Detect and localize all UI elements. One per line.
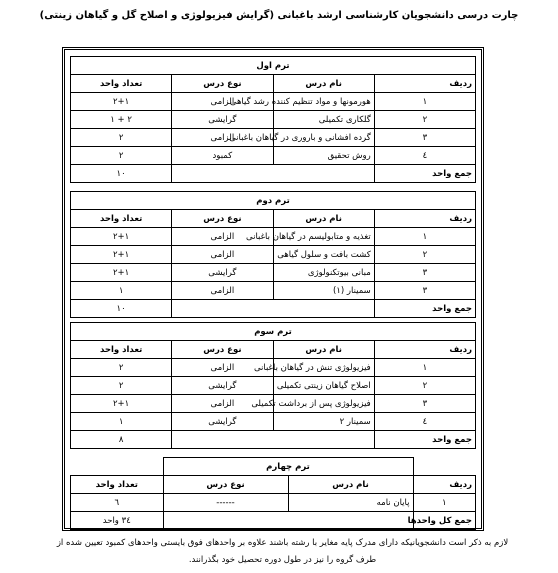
total-value: ۱۰ (71, 300, 172, 318)
table-header-row (71, 210, 476, 228)
row-type: ------ (163, 494, 288, 512)
row-units: ۲+۱ (71, 246, 172, 264)
total-row (71, 512, 476, 530)
row-index: ۳ (374, 395, 475, 413)
table-row (71, 246, 476, 264)
row-units: ۲ + ۱ (71, 111, 172, 129)
total-spacer (172, 300, 375, 318)
table-row (71, 228, 476, 246)
row-index: ۱ (374, 359, 475, 377)
row-units: ۱ (71, 413, 172, 431)
row-index: ۳ (374, 282, 475, 300)
row-index: ۱ (374, 228, 475, 246)
row-index: ۱ (374, 93, 475, 111)
row-type: الزامی (172, 395, 273, 413)
row-index: ۳ (374, 129, 475, 147)
row-index: ۲ (374, 377, 475, 395)
row-units: ٦ (71, 494, 164, 512)
table-header-row (71, 476, 476, 494)
row-index: ۲ (374, 246, 475, 264)
row-name: گلکاری تکمیلی (273, 111, 374, 129)
header-name: نام درس (273, 341, 374, 359)
term-table-3 (70, 322, 476, 449)
row-type: الزامی (172, 228, 273, 246)
term-spacer (413, 458, 476, 476)
total-value: ۳٤ واحد (71, 512, 164, 530)
row-name: کشت بافت و سلول گیاهی (273, 246, 374, 264)
row-name: روش تحقیق (273, 147, 374, 165)
row-type: الزامی (172, 246, 273, 264)
term-table-1 (70, 56, 476, 183)
page-title: چارت درسی دانشجویان کارشناسی ارشد باغبانی (گرایش فیزیولوژی و اصلاح گل و گیاهان زینتی) (39, 10, 519, 21)
row-index: ٤ (374, 147, 475, 165)
table-row (71, 129, 476, 147)
row-units: ۲ (71, 147, 172, 165)
term-spacer (71, 458, 164, 476)
table-row (71, 93, 476, 111)
header-index: ردیف (413, 476, 476, 494)
row-type: گرایشی (172, 413, 273, 431)
term-title: ترم سوم (71, 323, 476, 341)
term-title: ترم دوم (71, 192, 476, 210)
total-spacer (172, 165, 375, 183)
row-index: ٤ (374, 413, 475, 431)
header-name: نام درس (273, 210, 374, 228)
header-name: نام درس (288, 476, 413, 494)
header-type: نوع درس (172, 210, 273, 228)
row-type: الزامی (172, 359, 273, 377)
row-index: ۳ (374, 264, 475, 282)
row-name: سمینار ۲ (273, 413, 374, 431)
row-name: فیزیولوژی تنش در گیاهان باغبانی (273, 359, 374, 377)
table-header-row (71, 75, 476, 93)
row-name: گرده افشانی و باروری در گیاهان باغبانی (273, 129, 374, 147)
header-type: نوع درس (163, 476, 288, 494)
table-row (71, 395, 476, 413)
table-row (71, 282, 476, 300)
total-value: ۸ (71, 431, 172, 449)
table-header-row (71, 341, 476, 359)
total-row (71, 431, 476, 449)
table-row (71, 147, 476, 165)
row-name: مبانی بیوتکنولوژی (273, 264, 374, 282)
row-units: ۲ (71, 359, 172, 377)
row-type: الزامی (172, 93, 273, 111)
header-units: تعداد واحد (71, 341, 172, 359)
header-index: ردیف (374, 210, 475, 228)
row-units: ۲ (71, 129, 172, 147)
row-index: ۲ (374, 111, 475, 129)
term-table-2 (70, 191, 476, 318)
total-label: جمع واحد (374, 165, 475, 183)
term-title: ترم چهارم (163, 458, 413, 476)
table-row (71, 359, 476, 377)
total-label: جمع واحد (374, 431, 475, 449)
row-name: هورمونها و مواد تنظیم کننده رشد گیاهی (273, 93, 374, 111)
row-name: پایان نامه (288, 494, 413, 512)
row-units: ۲+۱ (71, 395, 172, 413)
row-units: ۲ (71, 377, 172, 395)
row-type: گرایشی (172, 377, 273, 395)
header-type: نوع درس (172, 341, 273, 359)
row-name: تغذیه و متابولیسم در گیاهان باغبانی (273, 228, 374, 246)
total-value: ۱۰ (71, 165, 172, 183)
header-index: ردیف (374, 341, 475, 359)
row-name: اصلاح گیاهان زینتی تکمیلی (273, 377, 374, 395)
total-label: جمع کل واحدها (413, 512, 476, 530)
row-units: ۱ (71, 282, 172, 300)
row-units: ۲+۱ (71, 264, 172, 282)
table-row (71, 377, 476, 395)
total-label: جمع واحد (374, 300, 475, 318)
header-index: ردیف (374, 75, 475, 93)
term-title: ترم اول (71, 57, 476, 75)
row-type: الزامی (172, 282, 273, 300)
row-type: الزامی (172, 129, 273, 147)
term-table-4 (70, 457, 476, 530)
row-name: سمینار (۱) (273, 282, 374, 300)
total-row (71, 300, 476, 318)
row-name: فیزیولوژی پس از برداشت تکمیلی (273, 395, 374, 413)
row-units: ۲+۱ (71, 93, 172, 111)
row-type: گرایشی (172, 111, 273, 129)
table-row (71, 413, 476, 431)
row-units: ۲+۱ (71, 228, 172, 246)
table-row (71, 111, 476, 129)
row-type: کمبود (172, 147, 273, 165)
header-units: تعداد واحد (71, 210, 172, 228)
total-row (71, 165, 476, 183)
row-type: گرایشی (172, 264, 273, 282)
header-units: تعداد واحد (71, 75, 172, 93)
table-row (71, 494, 476, 512)
header-type: نوع درس (172, 75, 273, 93)
header-name: نام درس (273, 75, 374, 93)
table-row (71, 264, 476, 282)
total-spacer (172, 431, 375, 449)
total-spacer (163, 512, 413, 530)
row-index: ۱ (413, 494, 476, 512)
header-units: تعداد واحد (71, 476, 164, 494)
footnote: لازم به ذکر است دانشجویانیکه دارای مدرک پایه مغایر با رشته باشند علاوه بر واحدهای فوق بایستی واحدهای کمبود تعیین شده از طرف گروه را نیز در طول دوره تحصیل خود بگذرانند. (56, 538, 509, 565)
